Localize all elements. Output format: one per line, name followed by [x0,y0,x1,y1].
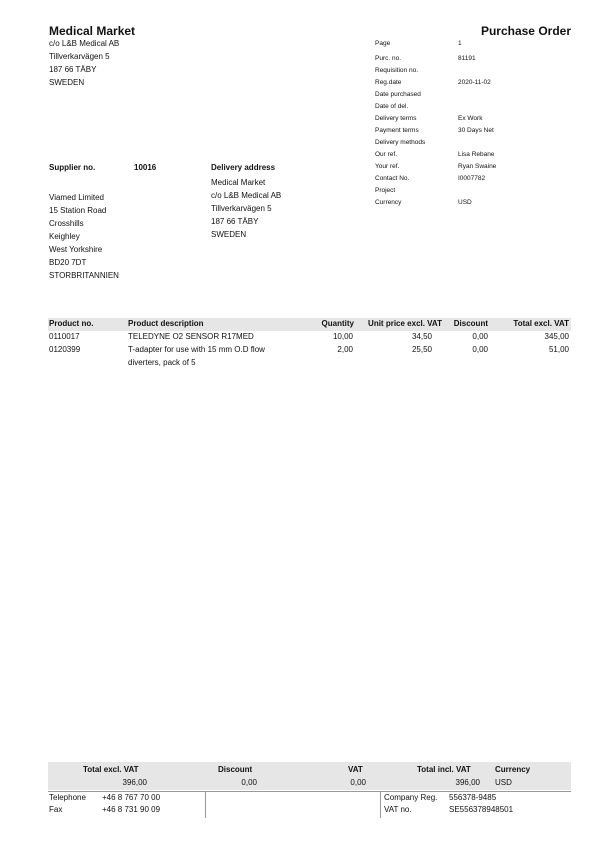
totals-box [48,762,571,790]
cell-product-no: 0110017 [49,332,80,341]
cell-discount: 0,00 [472,332,488,341]
meta-value-purc-no: 81191 [458,55,476,62]
supplier-no-label: Supplier no. [49,163,96,172]
table-row [48,331,571,344]
address-line: Crosshills [49,219,84,228]
meta-label-currency: Currency [375,199,402,206]
meta-label-page: Page [375,40,391,47]
totals-value-incl: 396,00 [455,778,480,787]
totals-value-vat: 0,00 [350,778,366,787]
company-reg-label: Company Reg. [384,793,438,802]
meta-value-our-ref: Lisa Rebane [458,151,495,158]
cell-quantity: 10,00 [332,332,353,341]
fax-value: +46 8 731 90 09 [102,805,161,814]
table-row [48,344,571,370]
totals-header-excl: Total excl. VAT [83,765,139,774]
supplier-no-value: 10016 [134,163,157,172]
delivery-address [211,176,281,241]
cell-description: T-adapter for use with 15 mm O.D flow [128,345,265,354]
totals-header-currency: Currency [495,765,531,774]
col-description: Product description [128,319,204,328]
vat-no-value: SE556378948501 [449,805,514,814]
product-table [48,318,571,370]
telephone-label: Telephone [49,793,86,802]
address-line: Medical Market [211,178,266,187]
supplier-address [49,191,119,282]
cell-unit-price: 34,50 [411,332,432,341]
cell-total: 345,00 [544,332,569,341]
totals-value-excl: 396,00 [122,778,147,787]
meta-value-contact-no: I0007782 [458,175,486,182]
company-address [49,37,119,89]
meta-label-delivery-terms: Delivery terms [375,115,417,122]
meta-value-your-ref: Ryan Swaine [458,163,497,170]
totals-header-discount: Discount [218,765,253,774]
address-line: Tillverkarvägen 5 [49,52,110,61]
vat-no-label: VAT no. [384,805,412,814]
cell-description: TELEDYNE O2 SENSOR R17MED [128,332,254,341]
footer-divider-right [380,792,381,818]
col-discount: Discount [453,319,488,328]
col-unit-price: Unit price excl. VAT [368,319,442,328]
col-total: Total excl. VAT [513,319,569,328]
footer-divider [48,791,571,792]
meta-label-purc-no: Purc. no. [375,55,402,62]
address-line: 15 Station Road [49,206,107,215]
cell-unit-price: 25,50 [411,345,432,354]
address-line: Viamed Limited [49,193,104,202]
table-header [48,318,571,331]
footer-divider-left [205,792,206,818]
address-line: Keighley [49,232,80,241]
totals-value-currency: USD [495,778,512,787]
col-product-no: Product no. [49,319,94,328]
meta-label-payment-terms: Payment terms [375,127,419,134]
address-line: Tillverkarvägen 5 [211,204,272,213]
address-line: 187 66 TÄBY [211,217,259,226]
col-quantity: Quantity [321,319,354,328]
meta-value-page: 1 [458,40,462,47]
address-line: SWEDEN [211,230,247,239]
meta-label-your-ref: Your ref. [375,163,400,170]
meta-label-date-of-del: Date of del. [375,103,409,110]
cell-product-no: 0120399 [49,345,81,354]
meta-value-payment-terms: 30 Days Net [458,127,494,134]
meta-label-contact-no: Contact No. [375,175,410,182]
meta-label-delivery-methods: Delivery methods [375,139,426,146]
company-reg-value: 556378-9485 [449,793,497,802]
address-line: STORBRITANNIEN [49,271,119,280]
address-line: c/o L&B Medical AB [211,191,282,200]
meta-label-requisition: Requisition no. [375,67,418,74]
meta-value-currency: USD [458,199,472,206]
meta-label-our-ref: Our ref. [375,151,398,158]
company-name: Medical Market [49,24,136,38]
cell-total: 51,00 [548,345,569,354]
totals-value-discount: 0,00 [241,778,257,787]
meta-label-date-purchased: Date purchased [375,91,421,98]
address-line: West Yorkshire [49,245,103,254]
totals-header-vat: VAT [348,765,363,774]
fax-label: Fax [49,805,63,814]
meta-label-reg-date: Reg.date [375,79,402,86]
address-line: c/o L&B Medical AB [49,39,120,48]
document-title: Purchase Order [480,24,571,38]
cell-description-cont: diverters, pack of 5 [128,358,196,367]
meta-value-delivery-terms: Ex Work [458,115,483,122]
address-line: SWEDEN [49,78,85,87]
cell-quantity: 2,00 [337,345,353,354]
address-line: BD20 7DT [49,258,87,267]
meta-value-reg-date: 2020-11-02 [458,79,491,86]
delivery-address-label: Delivery address [211,163,276,172]
totals-header-incl: Total incl. VAT [417,765,471,774]
address-line: 187 66 TÄBY [49,65,97,74]
cell-discount: 0,00 [472,345,488,354]
meta-label-project: Project [375,187,396,194]
telephone-value: +46 8 767 70 00 [102,793,161,802]
